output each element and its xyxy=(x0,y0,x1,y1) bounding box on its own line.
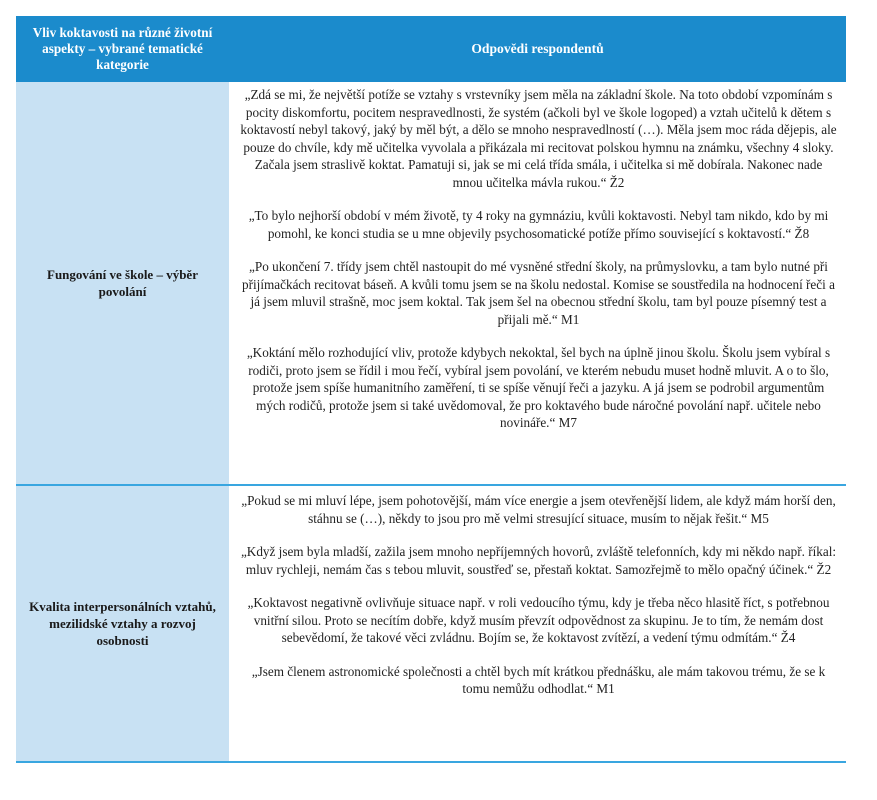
stuttering-impact-table xyxy=(16,16,846,763)
respondent-quote: „Když jsem byla mladší, zažila jsem mnoho nepříjemných hovorů, zvláště telefonních, kdy mi někdo např. říkal: mluv rychleji, nemám čas s tebou mluvit, soustřeď se, přestaň koktat. Samozřejmě to mělo opačný účinek.“ Ž2 xyxy=(240,544,837,577)
header-responses-column: Odpovědi respondentů xyxy=(471,41,604,56)
respondent-quote: „Po ukončení 7. třídy jsem chtěl nastoupit do mé vysněné střední školy, na průmyslovku, a tam bylo nutné při přijímačkách recitovat báseň. A kvůli tomu jsem se na školu nedostal. Komise se soustředila na hodnocení řeči a já jsem mluvil strašně, moc jsem koktal. Tak jsem šel na obecnou střední školu, tam byl pouze písemný test a přijali mě.“ M1 xyxy=(242,259,835,327)
category-cell: Kvalita interpersonálních vztahů, mezilidské vztahy a rozvoj osobnosti xyxy=(16,486,229,761)
table-header xyxy=(16,16,846,82)
category-cell: Fungování ve škole – výběr povolání xyxy=(16,82,229,484)
respondent-quote: „To bylo nejhorší období v mém životě, ty 4 roky na gymnáziu, kvůli koktavosti. Nebyl tam nikdo, kdo by mi pomohl, ke konci studia se u mne objevily psychosomatické potíže přímo související s koktavostí.“ Ž8 xyxy=(248,208,829,241)
responses-cell xyxy=(229,82,846,484)
table-row xyxy=(16,486,846,763)
responses-cell xyxy=(229,486,846,761)
respondent-quote: „Koktavost negativně ovlivňuje situace např. v roli vedoucího týmu, kdy je třeba něco hlasitě říct, s potřebnou vnitřní silou. Proto se necítím dobře, když musím převzít odpovědnost za skupinu. Je to tím, že nemám dost sebevědomí, že takové věci zvládnu. Bojím se, že koktavost zvítězí, a vedení týmu odmítám.“ Ž4 xyxy=(247,595,830,645)
header-category-column: Vliv koktavosti na různé životní aspekty – vybrané tematické kategorie xyxy=(32,25,213,72)
respondent-quote: „Zdá se mi, že největší potíže se vztahy s vrstevníky jsem měla na základní škole. Na toto období vzpomínám s pocity diskomfortu, pocitem nespravedlnosti, že systém (ačkoli byl ve škole logoped) a vztah učitelů k dětem s koktavostí nebyl takový, jaký by měl být, a dělo se mnoho nespravedlností (…). Měla jsem moc ráda dějepis, ale pouze do chvíle, kdy mě učitelka vyvolala a přikázala mi recitovat polskou hymnu na známku, všechny 4 sloky. Začala jsem straslivě koktat. Pamatuji si, jak se mi celá třída smála, i učitelka si mě dobírala. Nakonec nade mnou učitelka mávla rukou.“ Ž2 xyxy=(240,87,837,190)
respondent-quote: „Koktání mělo rozhodující vliv, protože kdybych nekoktal, šel bych na úplně jinou školu. Školu jsem vybíral s rodiči, proto jsem se řídil i mou řečí, vybíral jsem povolání, ve kterém nebudu muset hodně mluvit. A o to šlo, protože jsem spíše humanitního zaměření, ti se spíše věnují řeči a jazyku. A já jsem se podrobil argumentům mých rodičů, protože jsem si také uvědomoval, že pro koktavého bude náročné povolání např. učitele nebo novináře.“ M7 xyxy=(246,345,831,430)
respondent-quote: „Jsem členem astronomické společnosti a chtěl bych mít krátkou přednášku, ale mám takovou trému, že se k tomu nemůžu odhodlat.“ M1 xyxy=(251,663,826,696)
table-row xyxy=(16,82,846,486)
respondent-quote: „Pokud se mi mluví lépe, jsem pohotovější, mám více energie a jsem otevřenější lidem, ale když mám horší den, stáhnu se (…), někdy to jsou pro mě velmi stresující situace, musím to nějak řešit.“ M5 xyxy=(241,493,836,526)
